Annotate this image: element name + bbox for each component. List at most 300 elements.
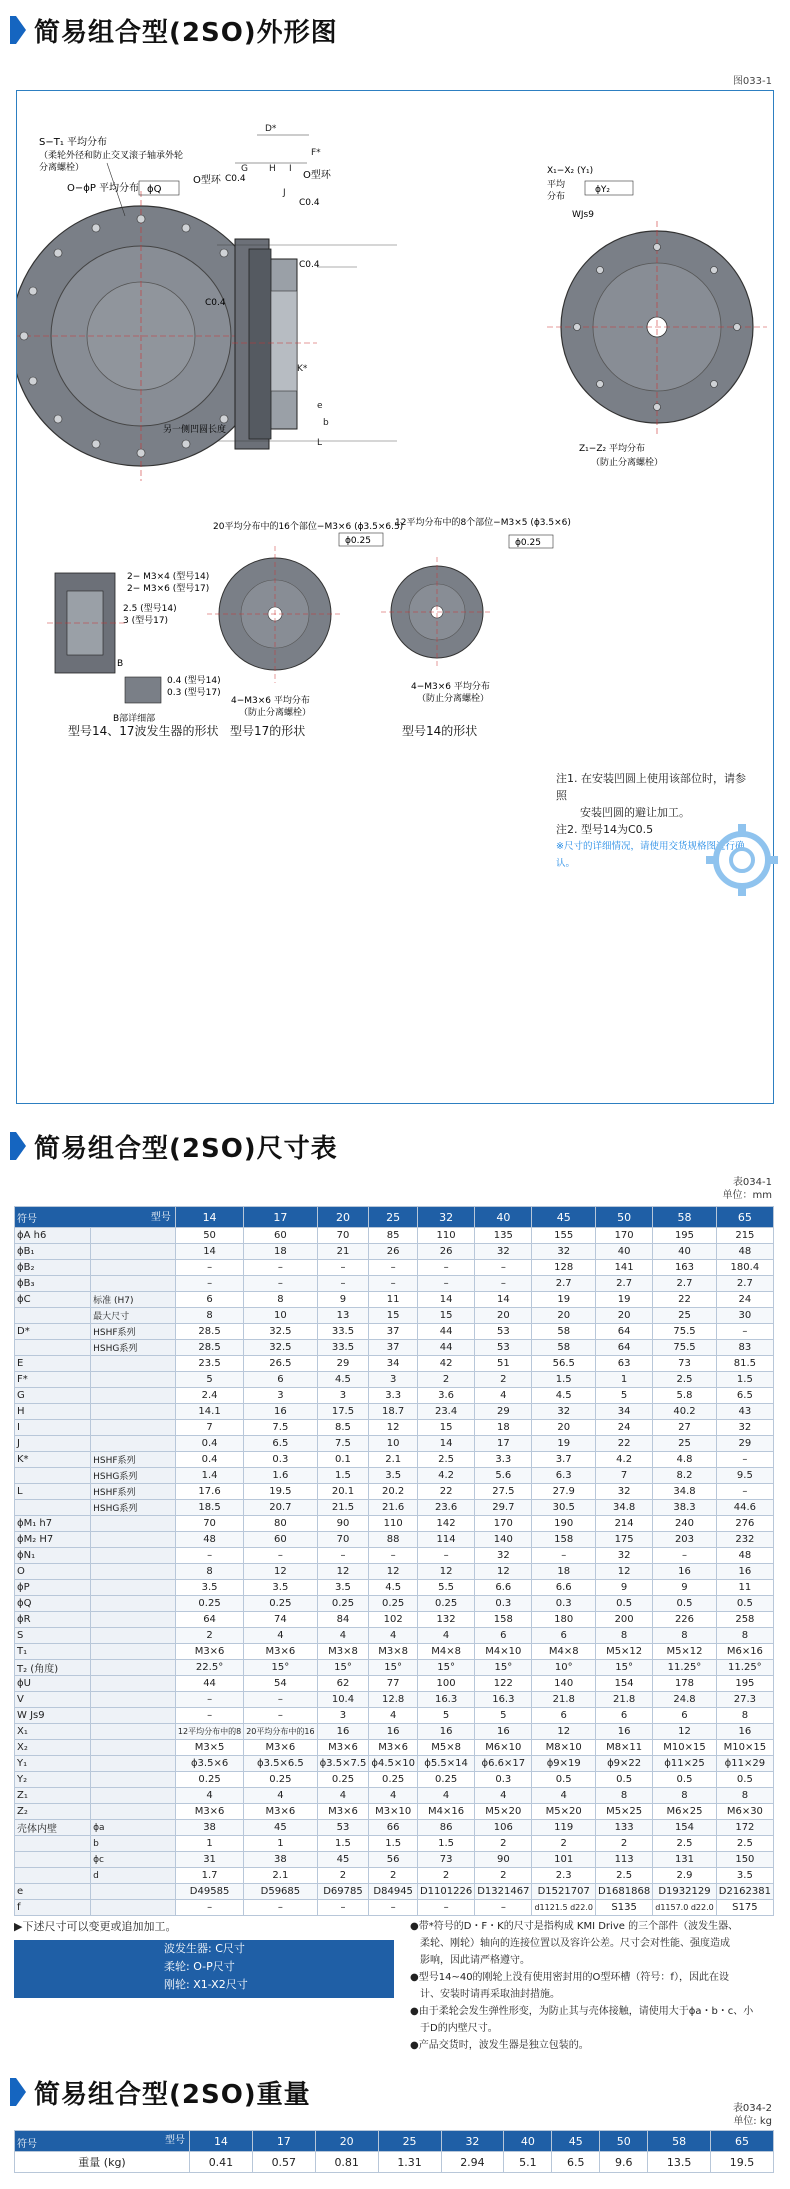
table-cell: 23.5: [175, 1356, 243, 1372]
table-cell: 2.5: [417, 1452, 474, 1468]
table-cell: 58: [532, 1340, 596, 1356]
weight-model-header: 17: [252, 2131, 315, 2152]
table-cell: 154: [653, 1820, 717, 1836]
table-cell: ϕ9×22: [595, 1756, 652, 1772]
note1: 注1. 在安装凹圆上使用该部位时，请参照: [556, 772, 746, 802]
table-cell: 0.25: [317, 1596, 369, 1612]
table-cell: 163: [653, 1260, 717, 1276]
table-cell: 5.5: [417, 1580, 474, 1596]
row-label: ϕM₂ H7: [15, 1532, 91, 1548]
table-cell: 18.5: [175, 1500, 243, 1516]
table-unit: 单位：mm: [722, 1190, 772, 1201]
table-cell: 131: [653, 1852, 717, 1868]
table-cell: 16.3: [475, 1692, 532, 1708]
weight-model-header: 50: [600, 2131, 648, 2152]
row-sublabel: [91, 1516, 176, 1532]
table-cell: –: [317, 1276, 369, 1292]
table-cell: 75.5: [653, 1340, 717, 1356]
table-cell: 38: [175, 1820, 243, 1836]
fn-r3: ●由于柔轮会发生弹性形变，为防止其与壳体接触，请使用大于ϕa・b・c、小: [410, 2006, 754, 2017]
m3x6-4-sub-b: （防止分离螺栓）: [417, 694, 490, 704]
row-sublabel: [91, 1548, 176, 1564]
table-row: [15, 1260, 774, 1276]
dist-label: 分布: [547, 192, 566, 202]
table-cell: 21.5: [317, 1500, 369, 1516]
table-cell: 29: [475, 1404, 532, 1420]
table-cell: 16: [653, 1564, 717, 1580]
weight-table: [14, 2130, 774, 2173]
table-cell: 6.5: [244, 1436, 317, 1452]
table-row: [15, 1500, 774, 1516]
wjs9-label: WJs9: [572, 210, 594, 220]
table-cell: 0.3: [532, 1596, 596, 1612]
table-cell: M4×8: [417, 1644, 474, 1660]
weight-cell: 2.94: [441, 2152, 504, 2173]
table-cell: M5×12: [653, 1644, 717, 1660]
table-cell: 22: [595, 1436, 652, 1452]
table-cell: 1.5: [317, 1468, 369, 1484]
table-cell: M10×15: [716, 1740, 773, 1756]
row-label: X₂: [15, 1740, 91, 1756]
table-cell: 27.3: [716, 1692, 773, 1708]
row-sublabel: HSHG系列: [91, 1468, 176, 1484]
table-cell: 0.1: [317, 1452, 369, 1468]
table-cell: 0.5: [595, 1596, 652, 1612]
table-cell: 9: [317, 1292, 369, 1308]
weight-row-label: 重量 (kg): [15, 2152, 190, 2173]
row-label: 壳体内壁: [15, 1820, 91, 1836]
row-sublabel: [91, 1660, 176, 1676]
footnote-left-title: ▶下述尺寸可以变更或追加加工。: [14, 1920, 177, 1933]
op-label: O−ϕP 平均分布: [67, 183, 140, 194]
table-cell: M6×16: [716, 1644, 773, 1660]
model-header: 45: [532, 1207, 596, 1228]
table-row: [15, 1740, 774, 1756]
table-cell: 48: [175, 1532, 243, 1548]
table-cell: 83: [716, 1340, 773, 1356]
table-cell: 19: [532, 1292, 596, 1308]
table-cell: 70: [175, 1516, 243, 1532]
table-cell: M4×8: [532, 1644, 596, 1660]
table-row: [15, 1516, 774, 1532]
table-cell: 10°: [532, 1660, 596, 1676]
table-cell: 141: [595, 1260, 652, 1276]
svg-text:G: G: [241, 164, 248, 174]
table-row: [15, 1708, 774, 1724]
table-cell: 11: [369, 1292, 418, 1308]
table-cell: M6×10: [475, 1740, 532, 1756]
table-cell: 0.25: [417, 1772, 474, 1788]
table-cell: 4: [369, 1788, 418, 1804]
table-cell: 27.9: [532, 1484, 596, 1500]
table-cell: ϕ9×19: [532, 1756, 596, 1772]
table-cell: 0.25: [175, 1772, 243, 1788]
table-row: [15, 1900, 774, 1916]
box-line3: 刚轮: X1-X2尺寸: [164, 1978, 248, 1991]
table-cell: 12: [369, 1420, 418, 1436]
table-cell: 119: [532, 1820, 596, 1836]
row-label: ϕM₁ h7: [15, 1516, 91, 1532]
weight-model-header: 20: [315, 2131, 378, 2152]
table-cell: 19: [595, 1292, 652, 1308]
table-cell: 6.3: [532, 1468, 596, 1484]
table-cell: 0.25: [369, 1596, 418, 1612]
table-cell: –: [175, 1692, 243, 1708]
table-cell: 135: [475, 1228, 532, 1244]
table-cell: 3.5: [244, 1580, 317, 1596]
weight-model-header: 25: [378, 2131, 441, 2152]
table-cell: 30: [716, 1308, 773, 1324]
section-arrow-icon: [16, 16, 26, 44]
table-cell: 20: [532, 1420, 596, 1436]
table-cell: 6: [532, 1628, 596, 1644]
row-sublabel: [91, 1900, 176, 1916]
table-cell: M3×6: [244, 1804, 317, 1820]
table-cell: 90: [475, 1852, 532, 1868]
weight-model-header: 14: [190, 2131, 253, 2152]
model-header: 65: [716, 1207, 773, 1228]
table-row: [15, 1820, 774, 1836]
table-cell: 2.5: [653, 1836, 717, 1852]
row-sublabel: [91, 1388, 176, 1404]
table-cell: 113: [595, 1852, 652, 1868]
table-cell: 8: [716, 1628, 773, 1644]
section-header-dimensions: [0, 1124, 790, 1174]
table-cell: 15: [369, 1308, 418, 1324]
table-row: [15, 1868, 774, 1884]
table-cell: –: [653, 1548, 717, 1564]
table-cell: 21.6: [369, 1500, 418, 1516]
table-cell: 37: [369, 1340, 418, 1356]
table-cell: 12: [369, 1564, 418, 1580]
table-row: [15, 1244, 774, 1260]
table-cell: 54: [244, 1676, 317, 1692]
table-row: [15, 1276, 774, 1292]
row-sublabel: [91, 1676, 176, 1692]
table-cell: 110: [417, 1228, 474, 1244]
row-sublabel: HSHG系列: [91, 1500, 176, 1516]
table-cell: 29: [317, 1356, 369, 1372]
table-cell: 2.9: [653, 1868, 717, 1884]
svg-text:J: J: [283, 188, 286, 198]
row-sublabel: [91, 1740, 176, 1756]
weight-model-header: 58: [648, 2131, 711, 2152]
table-row: [15, 1468, 774, 1484]
table-cell: 64: [595, 1324, 652, 1340]
gear-icon: [702, 820, 782, 900]
m3x4-label: 2− M3×4 (型号14): [127, 572, 210, 582]
table-cell: 77: [369, 1676, 418, 1692]
row-label: [15, 1308, 91, 1324]
table-cell: 0.25: [244, 1596, 317, 1612]
row-sublabel: [91, 1756, 176, 1772]
table-cell: 15°: [417, 1660, 474, 1676]
fn-r1: ●带*符号的D・F・K的尺寸是指构成 KMI Drive 的三个部件（波发生器、: [410, 1921, 739, 1932]
table-code: [723, 1176, 772, 1202]
table-cell: M3×6: [244, 1740, 317, 1756]
table-cell: 2.7: [716, 1276, 773, 1292]
table-cell: 15°: [475, 1660, 532, 1676]
table-cell: D1101226: [417, 1884, 474, 1900]
weight-header-row: [15, 2131, 774, 2152]
table-row: [15, 1692, 774, 1708]
weight-cell: 19.5: [711, 2152, 774, 2173]
model-header: 40: [475, 1207, 532, 1228]
table-cell: 0.4: [175, 1452, 243, 1468]
model17-view: [207, 546, 343, 683]
z-sub: （防止分离螺栓）: [591, 458, 664, 468]
table-cell: 53: [475, 1324, 532, 1340]
table-cell: 6: [653, 1708, 717, 1724]
row-sublabel: [91, 1436, 176, 1452]
model14-view: [381, 557, 493, 667]
table-cell: 51: [475, 1356, 532, 1372]
table-cell: 258: [716, 1612, 773, 1628]
table-cell: 4.2: [417, 1468, 474, 1484]
model-header: 17: [244, 1207, 317, 1228]
table-cell: 0.25: [317, 1772, 369, 1788]
table-cell: 101: [532, 1852, 596, 1868]
fn-r2: ●型号14~40的刚轮上没有使用密封用的O型环槽（符号：f），因此在设: [410, 1972, 729, 1983]
table-row: [15, 1340, 774, 1356]
phiq-label: ϕQ: [147, 184, 162, 195]
table-cell: 15°: [244, 1660, 317, 1676]
row-sublabel: ϕa: [91, 1820, 176, 1836]
table-cell: 8: [595, 1788, 652, 1804]
table-cell: 4: [244, 1628, 317, 1644]
table-cell: 4: [317, 1628, 369, 1644]
table-cell: 12: [317, 1564, 369, 1580]
row-label: [15, 1340, 91, 1356]
table-cell: –: [475, 1900, 532, 1916]
row-sublabel: [91, 1564, 176, 1580]
table-cell: 20平均分布中的16: [244, 1724, 317, 1740]
table-cell: 203: [653, 1532, 717, 1548]
caption-wave-generator: 型号14、17波发生器的形状: [68, 724, 219, 738]
table-cell: 4: [317, 1788, 369, 1804]
table-cell: 44: [417, 1324, 474, 1340]
table-cell: 1.7: [175, 1868, 243, 1884]
model-header: 14: [175, 1207, 243, 1228]
table-cell: M3×8: [369, 1644, 418, 1660]
table-cell: 56: [369, 1852, 418, 1868]
table-cell: –: [175, 1276, 243, 1292]
table-cell: 8: [244, 1292, 317, 1308]
table-cell: D59685: [244, 1884, 317, 1900]
table-cell: D1321467: [475, 1884, 532, 1900]
m3x6-label: 2− M3×6 (型号17): [127, 584, 210, 594]
row-sublabel: 最大尺寸: [91, 1308, 176, 1324]
table-cell: 0.25: [244, 1772, 317, 1788]
table-cell: 48: [716, 1548, 773, 1564]
table-cell: 32: [595, 1548, 652, 1564]
table-cell: 66: [369, 1820, 418, 1836]
row-label: J: [15, 1436, 91, 1452]
row-sublabel: [91, 1612, 176, 1628]
note1b: 安装凹圆的避让加工。: [580, 806, 690, 819]
table-cell: D69785: [317, 1884, 369, 1900]
other-side-label: 另一侧凹圆长度: [163, 425, 227, 435]
table-cell: M4×10: [475, 1644, 532, 1660]
table-cell: 37: [369, 1324, 418, 1340]
table-cell: 1.6: [244, 1468, 317, 1484]
table-cell: 44: [175, 1676, 243, 1692]
table-cell: M6×25: [653, 1804, 717, 1820]
table-row: [15, 1596, 774, 1612]
table-cell: 106: [475, 1820, 532, 1836]
table-cell: M5×20: [532, 1804, 596, 1820]
svg-text:I: I: [289, 164, 292, 174]
table-cell: 14: [175, 1244, 243, 1260]
figure-code: 图033-1: [732, 76, 772, 87]
row-sublabel: [91, 1244, 176, 1260]
modifiable-box: [14, 1940, 394, 1998]
table-cell: 15°: [595, 1660, 652, 1676]
table-cell: 195: [716, 1676, 773, 1692]
table-cell: 5.6: [475, 1468, 532, 1484]
row-sublabel: b: [91, 1836, 176, 1852]
table-cell: 180.4: [716, 1260, 773, 1276]
table-cell: 44.6: [716, 1500, 773, 1516]
table-cell: 4: [417, 1628, 474, 1644]
table-cell: 12: [244, 1564, 317, 1580]
model-header: 20: [317, 1207, 369, 1228]
table-cell: ϕ11×25: [653, 1756, 717, 1772]
table-cell: 140: [532, 1676, 596, 1692]
table-cell: –: [244, 1900, 317, 1916]
table-row: [15, 1852, 774, 1868]
row-label: ϕR: [15, 1612, 91, 1628]
table-cell: 15°: [369, 1660, 418, 1676]
row-sublabel: d: [91, 1868, 176, 1884]
weight-row: [15, 2152, 774, 2173]
table-cell: 40: [595, 1244, 652, 1260]
row-sublabel: [91, 1228, 176, 1244]
b-label: B: [117, 659, 124, 669]
table-cell: 2.5: [595, 1868, 652, 1884]
table-row: [15, 1804, 774, 1820]
table-cell: 3: [369, 1372, 418, 1388]
row-sublabel: [91, 1692, 176, 1708]
table-cell: –: [369, 1900, 418, 1916]
table-cell: 2: [317, 1868, 369, 1884]
table-cell: 21.8: [532, 1692, 596, 1708]
table-cell: 6.6: [532, 1580, 596, 1596]
table-cell: 17: [475, 1436, 532, 1452]
table-cell: M10×15: [653, 1740, 717, 1756]
table-cell: 4: [369, 1628, 418, 1644]
table-cell: 18.7: [369, 1404, 418, 1420]
table-cell: ϕ6.6×17: [475, 1756, 532, 1772]
row-label: [15, 1500, 91, 1516]
table-cell: 0.5: [653, 1596, 717, 1612]
table-cell: 1.4: [175, 1468, 243, 1484]
table-cell: 88: [369, 1532, 418, 1548]
table-cell: 3.5: [369, 1468, 418, 1484]
table-cell: M3×6: [244, 1644, 317, 1660]
table-cell: 24: [716, 1292, 773, 1308]
row-sublabel: [91, 1596, 176, 1612]
section-title: 简易组合型(2SO)外形图: [34, 18, 338, 48]
row-label: H: [15, 1404, 91, 1420]
row-label: ϕC: [15, 1292, 91, 1308]
table-cell: –: [417, 1276, 474, 1292]
row-label: Z₁: [15, 1788, 91, 1804]
table-cell: –: [175, 1548, 243, 1564]
table-cell: 3.5: [175, 1580, 243, 1596]
note2: 注2. 型号14为C0.5: [556, 823, 654, 836]
table-cell: 3.3: [475, 1452, 532, 1468]
table-cell: –: [175, 1708, 243, 1724]
table-cell: 7.5: [317, 1436, 369, 1452]
table-cell: 38.3: [653, 1500, 717, 1516]
table-cell: 10.4: [317, 1692, 369, 1708]
table-cell: 170: [595, 1228, 652, 1244]
table-cell: M3×5: [175, 1740, 243, 1756]
table-row: [15, 1228, 774, 1244]
table-cell: 4.5: [532, 1388, 596, 1404]
table-cell: –: [475, 1260, 532, 1276]
row-sublabel: [91, 1276, 176, 1292]
weight-cell: 6.5: [552, 2152, 600, 2173]
table-cell: 5: [595, 1388, 652, 1404]
row-label: Y₁: [15, 1756, 91, 1772]
table-cell: 23.4: [417, 1404, 474, 1420]
table-row: [15, 1452, 774, 1468]
table-cell: 150: [716, 1852, 773, 1868]
row-sublabel: [91, 1772, 176, 1788]
table-cell: M5×8: [417, 1740, 474, 1756]
table-cell: 2: [175, 1628, 243, 1644]
table-row: [15, 1836, 774, 1852]
table-cell: 58: [532, 1324, 596, 1340]
svg-text:e: e: [317, 401, 323, 411]
table-cell: 85: [369, 1228, 418, 1244]
row-sublabel: HSHF系列: [91, 1484, 176, 1500]
table-cell: 3.6: [417, 1388, 474, 1404]
table-cell: 8: [175, 1308, 243, 1324]
table-cell: 40.2: [653, 1404, 717, 1420]
table-cell: 2.7: [653, 1276, 717, 1292]
table-cell: 22: [417, 1484, 474, 1500]
table-cell: 25: [653, 1308, 717, 1324]
phi025-a: ϕ0.25: [345, 536, 371, 546]
table-cell: 2: [417, 1868, 474, 1884]
table-cell: 27.5: [475, 1484, 532, 1500]
table-cell: 18: [475, 1420, 532, 1436]
table-cell: 70: [317, 1228, 369, 1244]
table-row: [15, 1372, 774, 1388]
table-cell: 31: [175, 1852, 243, 1868]
table-cell: 3.3: [369, 1388, 418, 1404]
table-cell: 2: [595, 1836, 652, 1852]
weight-cell: 5.1: [504, 2152, 552, 2173]
table-cell: 32.5: [244, 1324, 317, 1340]
table-cell: 4: [532, 1788, 596, 1804]
table-code-id: 表034-1: [732, 1177, 772, 1188]
oring-label: O型环: [193, 175, 221, 186]
row-label: S: [15, 1628, 91, 1644]
table-cell: M3×6: [317, 1740, 369, 1756]
table-row: [15, 1308, 774, 1324]
table-cell: 128: [532, 1260, 596, 1276]
table-cell: 0.5: [716, 1772, 773, 1788]
table-cell: ϕ5.5×14: [417, 1756, 474, 1772]
table-cell: 74: [244, 1612, 317, 1628]
table-cell: 27: [653, 1420, 717, 1436]
table-cell: 5: [175, 1372, 243, 1388]
table-row: [15, 1356, 774, 1372]
